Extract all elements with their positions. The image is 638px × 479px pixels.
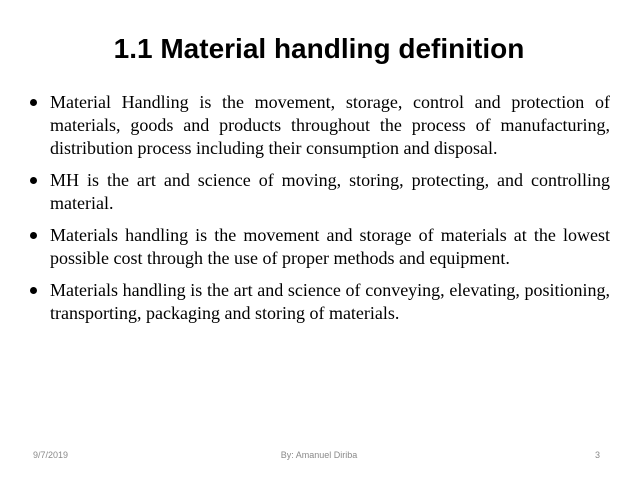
bullet-item	[28, 169, 610, 215]
footer-date: 9/7/2019	[33, 450, 69, 460]
footer-author: By: Amanuel Diriba	[280, 450, 358, 460]
bullet-dot-icon	[30, 287, 37, 294]
bullet-dot-icon	[30, 177, 37, 184]
bullet-item	[28, 224, 610, 270]
bullet-item	[28, 91, 610, 160]
slide-title: 1.1 Material handling definition	[113, 33, 525, 64]
bullet-text: Material Handling is the movement, storage, control and protection of materials, goods and products throughout the process of manufacturing, distribution process including their consumption and disposal.	[50, 92, 610, 158]
bullet-text: Materials handling is the movement and storage of materials at the lowest possible cost through the use of proper methods and equipment.	[50, 225, 610, 268]
bullet-dot-icon	[30, 99, 37, 106]
bullet-text: Materials handling is the art and science of conveying, elevating, positioning, transporting, packaging and storing of materials.	[50, 280, 610, 323]
bullet-list	[28, 91, 610, 334]
bullet-dot-icon	[30, 232, 37, 239]
bullet-item	[28, 279, 610, 325]
bullet-text: MH is the art and science of moving, storing, protecting, and controlling material.	[50, 170, 610, 213]
page-number: 3	[594, 450, 600, 460]
